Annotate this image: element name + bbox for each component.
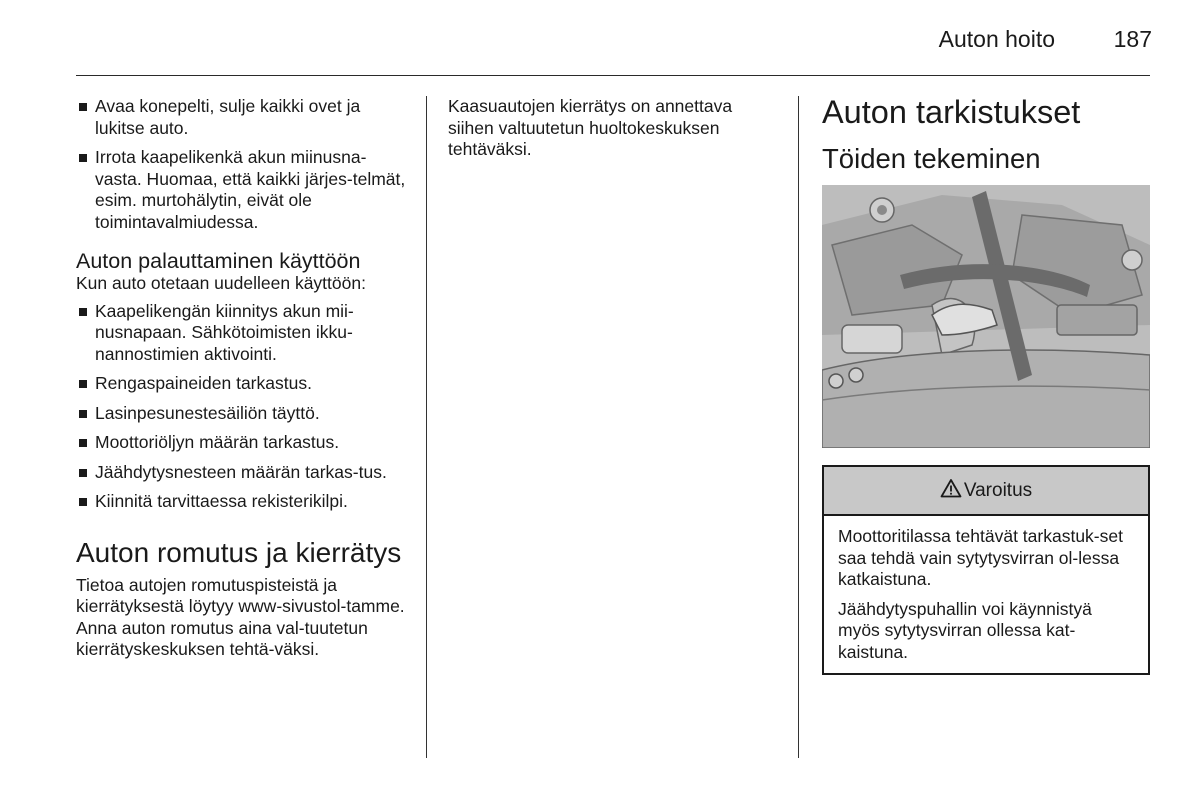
subheading-recommissioning: Auton palauttaminen käyttöön [76,249,361,273]
section-heading-recycling: Auton romutus ja kierrätys [76,536,402,568]
page-number: 187 [1113,26,1152,52]
storage-steps-list [76,96,412,233]
column-divider-left [426,96,427,758]
warning-box [822,465,1150,675]
list-item: Jäähdytysnesteen määrän tarkas-tus. [76,462,412,484]
recycling-text: Tietoa autojen romutuspisteistä ja kierrätyksestä löytyy www-sivustol-tamme. Anna auton romutus aina val-tuutetun kierrätyskeskuksen tehtä-väksi. [76,574,405,659]
recommissioning-intro: Kun auto otetaan uudelleen käyttöön: [76,273,366,293]
list-item: Lasinpesunestesäiliön täyttö. [76,403,412,425]
column-divider-right [798,96,799,758]
list-item: Moottoriöljyn määrän tarkastus. [76,432,412,454]
warning-triangle-icon [940,478,962,504]
recommissioning-list [76,301,412,513]
column-2 [448,96,778,161]
column-1 [76,96,412,661]
warning-paragraph: Jäähdytyspuhallin voi käynnistyä myös sytytysvirran ollessa kat-kaistuna. [838,598,1092,662]
warning-header [824,467,1148,516]
list-item: Irrota kaapelikenkä akun miinusna-vasta. Huomaa, että kaikki järjes-telmät, esim. murtohälytin, eivät ole toimintavalmiudessa. [76,147,412,233]
subheading-doing-work: Töiden tekeminen [822,143,1041,174]
list-item: Kiinnitä tarvittaessa rekisterikilpi. [76,491,412,513]
header-rule [76,75,1150,76]
warning-title: Varoitus [963,479,1033,501]
section-heading-checks: Auton tarkistukset [822,94,1081,130]
engine-bay-crossed-out-icon [822,185,1150,448]
engine-bay-figure [822,185,1150,448]
list-item: Kaapelikengän kiinnitys akun mii-nusnapaan. Sähkötoimisten ikku-nannostimien aktivointi. [76,301,412,366]
warning-body [824,516,1148,673]
warning-paragraph: Moottoritilassa tehtävät tarkastuk-set saa tehdä vain sytytysvirran ol-lessa katkaistuna. [838,526,1123,589]
list-item: Rengaspaineiden tarkastus. [76,373,412,395]
column-3 [822,93,1150,675]
gas-car-recycling-text: Kaasuautojen kierrätys on annettava siihen valtuutetun huoltokeskuksen tehtäväksi. [448,96,733,159]
list-item: Avaa konepelti, sulje kaikki ovet ja lukitse auto. [76,96,412,139]
page-header-title: Auton hoito [938,26,1055,52]
